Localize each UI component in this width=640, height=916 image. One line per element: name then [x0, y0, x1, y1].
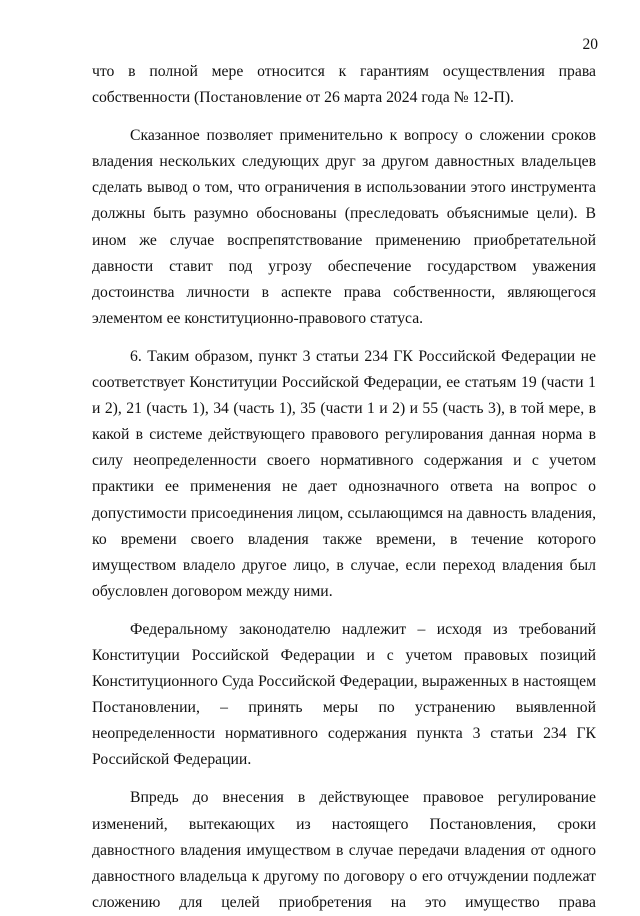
paragraph-continuation: что в полной мере относится к гарантиям осуществления права собственности (Постановление от 26 марта 2024 года № 12-П).: [92, 63, 596, 107]
paragraph-conclusion: Сказанное позволяет применительно к вопросу о сложении сроков владения нескольких следующих друг за другом давностных владельцев сделать вывод о том, что ограничения в использовании этого инструмента должны быть разумно обоснованы (преследовать объяснимые цели). В ином же случае воспрепятствование применению приобретательной давности ставит под угрозу обеспечение государством уважения достоинства личности в аспекте права собственности, являющегося элементом ее конституционно-правового статуса.: [92, 127, 596, 327]
paragraph-legislator-duty: Федеральному законодателю надлежит – исходя из требований Конституции Российской Федерации и с учетом правовых позиций Конституционного Суда Российской Федерации, выраженных в настоящем Постановлении, – принять меры по устранению выявленной неопределенности нормативного содержания пункта 3 статьи 234 ГК Российской Федерации.: [92, 620, 596, 769]
paragraph-interim-rule: Впредь до внесения в действующее правовое регулирование изменений, вытекающих из настоящего Постановления, сроки давностного владения имуществом в случае передачи владения от одного давностного владельца к другому по договору о его отчуждении подлежат сложению для целей приобретения на это имущество права: [92, 789, 596, 911]
page-number: 20: [582, 36, 598, 53]
document-body: [92, 59, 596, 916]
paragraph-point-6: 6. Таким образом, пункт 3 статьи 234 ГК Российской Федерации не соответствует Конституции Российской Федерации, ее статьям 19 (части 1 и 2), 21 (часть 1), 34 (часть 1), 35 (части 1 и 2) и 55 (часть 3), в той мере, в какой в системе действующего правового регулирования данная норма в силу неопределенности своего нормативного содержания и с учетом практики ее применения не дает однозначного ответа на вопрос о допустимости присоединения лицом, ссылающимся на давность владения, ко времени своего владения также времени, в течение которого имуществом владело другое лицо, в случае, если переход владения был обусловлен договором между ними.: [92, 347, 596, 600]
